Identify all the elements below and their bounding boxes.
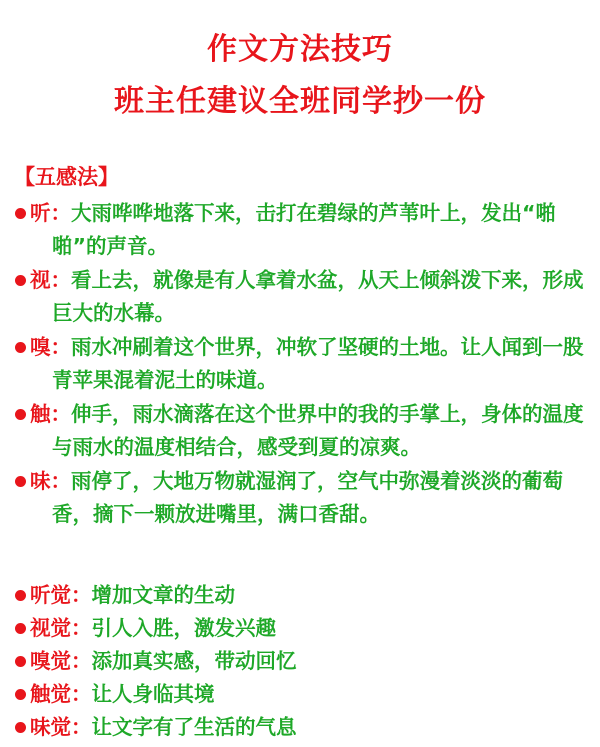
effect-description: 让人身临其境: [91, 682, 215, 706]
section-label: 【五感法】: [14, 165, 119, 189]
effect-name: 嗅觉：: [30, 649, 92, 673]
sense-name: 触：: [30, 402, 71, 426]
senses-list: [14, 197, 589, 532]
bullet-dot-icon: [15, 476, 26, 487]
bullet-dot-icon: [15, 409, 26, 420]
sense-description: 伸手，雨水滴落在这个世界中的我的手掌上，身体的温度与雨水的温度相结合，感受到夏的凉爽。: [52, 402, 584, 459]
effect-item-taste: [14, 711, 589, 744]
bullet-dot-icon: [15, 275, 26, 286]
sense-description: 看上去，就像是有人拿着水盆，从天上倾斜泼下来，形成巨大的水幕。: [52, 268, 584, 325]
effect-description: 引人入胜，激发兴趣: [91, 616, 276, 640]
effect-item-smell: [14, 645, 589, 678]
effect-name: 视觉：: [30, 616, 92, 640]
sense-item-hearing: [14, 197, 589, 263]
bullet-dot-icon: [15, 722, 26, 733]
effect-name: 触觉：: [30, 682, 92, 706]
sense-name: 听：: [30, 201, 71, 225]
bullet-dot-icon: [15, 656, 26, 667]
effect-description: 添加真实感，带动回忆: [91, 649, 297, 673]
effect-description: 增加文章的生动: [91, 583, 235, 607]
effect-item-touch: [14, 678, 589, 711]
page-title: 作文方法技巧: [207, 32, 393, 67]
sense-name: 味：: [30, 469, 71, 493]
bullet-dot-icon: [15, 689, 26, 700]
effect-name: 味觉：: [30, 715, 92, 739]
bullet-dot-icon: [15, 342, 26, 353]
sense-name: 嗅：: [30, 335, 71, 359]
page-subtitle: 班主任建议全班同学抄一份: [114, 84, 486, 119]
bullet-dot-icon: [15, 208, 26, 219]
bullet-dot-icon: [15, 623, 26, 634]
bullet-dot-icon: [15, 590, 26, 601]
sense-item-smell: [14, 331, 589, 397]
sense-item-touch: [14, 398, 589, 464]
effect-item-sight: [14, 612, 589, 645]
sense-item-sight: [14, 264, 589, 330]
effect-name: 听觉：: [30, 583, 92, 607]
sense-item-taste: [14, 465, 589, 531]
sense-description: 雨停了，大地万物就湿润了，空气中弥漫着淡淡的葡萄香，摘下一颗放进嘴里，满口香甜。: [52, 469, 563, 526]
sense-description: 雨水冲刷着这个世界，冲软了坚硬的土地。让人闻到一股青苹果混着泥土的味道。: [52, 335, 584, 392]
sense-description: 大雨哗哗地落下来，击打在碧绿的芦苇叶上，发出“啪啪”的声音。: [52, 201, 556, 258]
effect-item-hearing: [14, 579, 589, 612]
effects-list: [14, 579, 589, 744]
sense-name: 视：: [30, 268, 71, 292]
effect-description: 让文字有了生活的气息: [91, 715, 297, 739]
